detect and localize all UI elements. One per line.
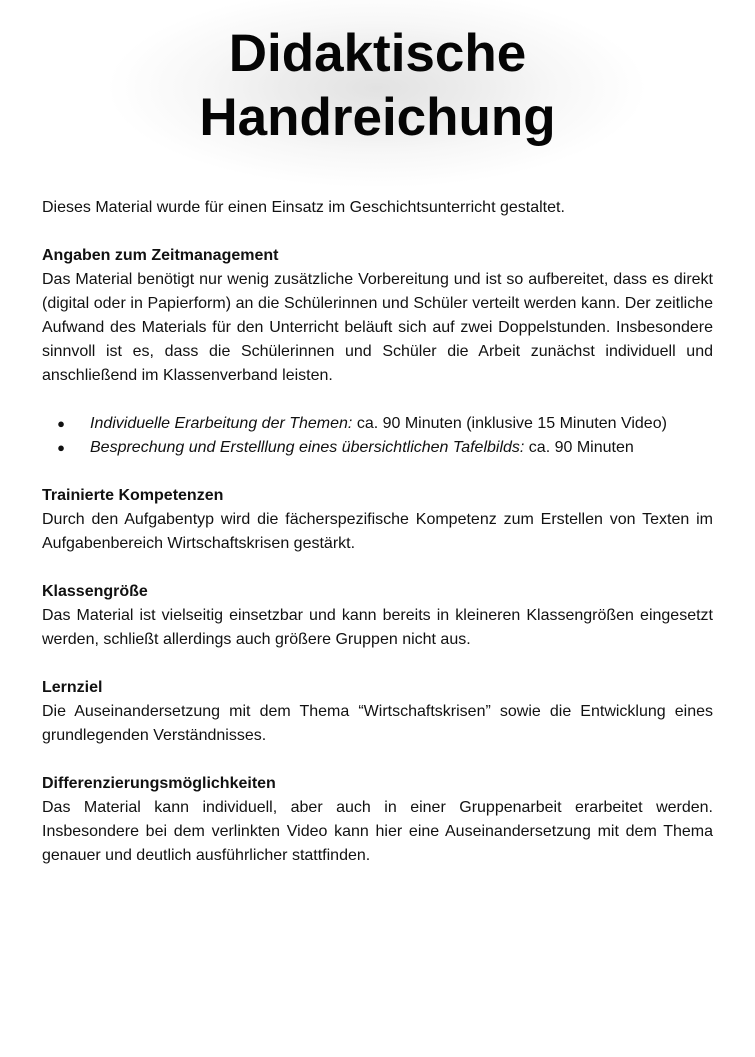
section-lernziel [42,676,713,748]
list-item [42,412,713,436]
section-kompetenzen [42,484,713,556]
section-body: Das Material kann individuell, aber auch in einer Gruppenarbeit erarbeitet werden. Insbesondere bei dem verlinkten Video kann hier eine Auseinandersetzung mit dem Thema genauer und deutlich ausführlicher stattfinden. [42,799,713,864]
page-title-line-1: Didaktische [228,24,527,83]
section-differenzierung [42,772,713,868]
section-heading: Lernziel [42,679,103,696]
title-banner [0,0,755,190]
section-heading: Trainierte Kompetenzen [42,487,224,504]
list-item-value: ca. 90 Minuten [524,439,634,456]
section-zeitmanagement [42,244,713,460]
intro-paragraph: Dieses Material wurde für einen Einsatz im Geschichtsunterricht gestaltet. [42,199,565,216]
section-body: Das Material benötigt nur wenig zusätzliche Vorbereitung und ist so aufbereitet, dass es direkt (digital oder in Papierform) an die Schülerinnen und Schüler verteilt werden kann. Der zeitliche Aufwand des Materials für den Unterricht beläuft sich auf zwei Doppelstunden. Insbesondere sinnvoll ist es, dass die Schülerinnen und Schüler die Arbeit zunächst individuell und anschließend im Klassenverband leisten. [42,271,713,384]
page-title-line-2: Handreichung [199,88,556,147]
section-klassengroesse [42,580,713,652]
list-item [42,436,713,460]
section-body: Die Auseinandersetzung mit dem Thema “Wirtschaftskrisen” sowie die Entwicklung eines grundlegenden Verständnisses. [42,703,713,744]
page-title [0,22,755,150]
section-body: Das Material ist vielseitig einsetzbar und kann bereits in kleineren Klassengrößen eingesetzt werden, schließt allerdings auch größere Gruppen nicht aus. [42,607,713,648]
list-item-label: Individuelle Erarbeitung der Themen: [90,415,353,432]
section-heading: Klassengröße [42,583,148,600]
list-item-value: ca. 90 Minuten (inklusive 15 Minuten Video) [352,415,667,432]
time-breakdown-list [42,412,713,460]
bullet-icon: ● [57,416,65,431]
document-body [42,196,713,868]
section-heading: Angaben zum Zeitmanagement [42,247,279,264]
section-heading: Differenzierungsmöglichkeiten [42,775,276,792]
section-body: Durch den Aufgabentyp wird die fächerspezifische Kompetenz zum Erstellen von Texten im Aufgabenbereich Wirtschaftskrisen gestärkt. [42,511,713,552]
bullet-icon: ● [57,440,65,455]
list-item-label: Besprechung und Erstelllung eines übersichtlichen Tafelbilds: [90,439,525,456]
